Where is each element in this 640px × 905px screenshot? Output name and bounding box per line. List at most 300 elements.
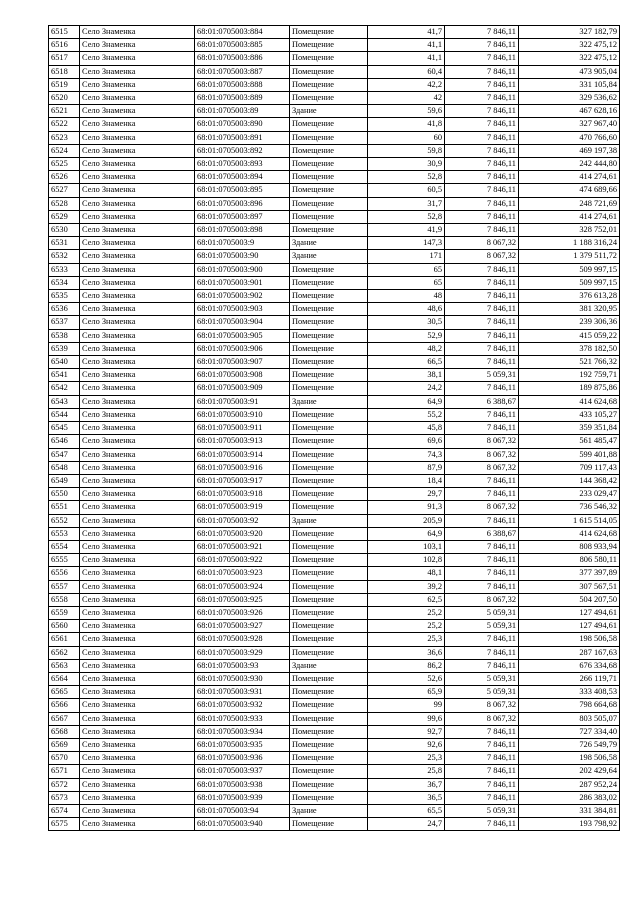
cadastral-number-cell: 68:01:0705003:884 (195, 26, 290, 39)
cadastral-value-cell: 1 379 511,72 (519, 250, 620, 263)
locality-cell: Село Знаменка (80, 778, 195, 791)
cadastral-number-cell: 68:01:0705003:913 (195, 435, 290, 448)
table-row (49, 752, 620, 765)
cadastral-number-cell: 68:01:0705003:933 (195, 712, 290, 725)
cadastral-value-cell: 127 494,61 (519, 606, 620, 619)
area-cell: 74,3 (368, 448, 445, 461)
object-type-cell: Помещение (290, 26, 368, 39)
object-type-cell: Помещение (290, 540, 368, 553)
object-type-cell: Помещение (290, 197, 368, 210)
area-cell: 25,3 (368, 752, 445, 765)
cadastral-value-cell: 287 167,63 (519, 646, 620, 659)
locality-cell: Село Знаменка (80, 606, 195, 619)
object-type-cell: Помещение (290, 448, 368, 461)
locality-cell: Село Знаменка (80, 158, 195, 171)
cadastral-number-cell: 68:01:0705003:885 (195, 39, 290, 52)
cadastral-value-cell: 727 334,40 (519, 725, 620, 738)
table-row (49, 580, 620, 593)
object-type-cell: Помещение (290, 712, 368, 725)
area-cell: 30,5 (368, 316, 445, 329)
area-cell: 60 (368, 131, 445, 144)
unit-value-cell: 7 846,11 (445, 382, 519, 395)
unit-value-cell: 7 846,11 (445, 752, 519, 765)
row-number-cell: 6538 (49, 329, 80, 342)
cadastral-number-cell: 68:01:0705003:910 (195, 408, 290, 421)
cadastral-value-cell: 561 485,47 (519, 435, 620, 448)
cadastral-value-cell: 414 274,61 (519, 171, 620, 184)
row-number-cell: 6530 (49, 224, 80, 237)
area-cell: 48 (368, 290, 445, 303)
table-row (49, 39, 620, 52)
area-cell: 36,6 (368, 646, 445, 659)
locality-cell: Село Знаменка (80, 501, 195, 514)
row-number-cell: 6556 (49, 567, 80, 580)
cadastral-number-cell: 68:01:0705003:936 (195, 752, 290, 765)
object-type-cell: Помещение (290, 488, 368, 501)
locality-cell: Село Знаменка (80, 237, 195, 250)
area-cell: 48,2 (368, 342, 445, 355)
cadastral-value-cell: 377 397,89 (519, 567, 620, 580)
cadastral-number-cell: 68:01:0705003:93 (195, 659, 290, 672)
cadastral-number-cell: 68:01:0705003:906 (195, 342, 290, 355)
unit-value-cell: 7 846,11 (445, 738, 519, 751)
cadastral-number-cell: 68:01:0705003:890 (195, 118, 290, 131)
table-row (49, 422, 620, 435)
cadastral-number-cell: 68:01:0705003:908 (195, 369, 290, 382)
locality-cell: Село Знаменка (80, 329, 195, 342)
cadastral-number-cell: 68:01:0705003:916 (195, 461, 290, 474)
locality-cell: Село Знаменка (80, 593, 195, 606)
unit-value-cell: 7 846,11 (445, 356, 519, 369)
locality-cell: Село Знаменка (80, 686, 195, 699)
cadastral-value-cell: 808 933,94 (519, 540, 620, 553)
row-number-cell: 6559 (49, 606, 80, 619)
row-number-cell: 6572 (49, 778, 80, 791)
area-cell: 39,2 (368, 580, 445, 593)
table-row (49, 818, 620, 831)
cadastral-value-cell: 329 536,62 (519, 92, 620, 105)
row-number-cell: 6546 (49, 435, 80, 448)
table-row (49, 620, 620, 633)
cadastral-value-cell: 1 615 514,05 (519, 514, 620, 527)
table-row (49, 65, 620, 78)
unit-value-cell: 7 846,11 (445, 422, 519, 435)
object-type-cell: Помещение (290, 382, 368, 395)
cadastral-value-cell: 376 613,28 (519, 290, 620, 303)
unit-value-cell: 7 846,11 (445, 39, 519, 52)
unit-value-cell: 8 067,32 (445, 501, 519, 514)
row-number-cell: 6520 (49, 92, 80, 105)
table-row (49, 672, 620, 685)
cadastral-number-cell: 68:01:0705003:894 (195, 171, 290, 184)
object-type-cell: Здание (290, 105, 368, 118)
cadastral-value-cell: 433 105,27 (519, 408, 620, 421)
unit-value-cell: 7 846,11 (445, 303, 519, 316)
unit-value-cell: 7 846,11 (445, 778, 519, 791)
object-type-cell: Помещение (290, 158, 368, 171)
row-number-cell: 6567 (49, 712, 80, 725)
locality-cell: Село Знаменка (80, 620, 195, 633)
area-cell: 65,9 (368, 686, 445, 699)
locality-cell: Село Знаменка (80, 712, 195, 725)
unit-value-cell: 7 846,11 (445, 78, 519, 91)
row-number-cell: 6535 (49, 290, 80, 303)
row-number-cell: 6574 (49, 804, 80, 817)
unit-value-cell: 7 846,11 (445, 92, 519, 105)
cadastral-number-cell: 68:01:0705003:888 (195, 78, 290, 91)
unit-value-cell: 7 846,11 (445, 342, 519, 355)
object-type-cell: Помещение (290, 567, 368, 580)
unit-value-cell: 7 846,11 (445, 263, 519, 276)
area-cell: 147,3 (368, 237, 445, 250)
cadastral-number-cell: 68:01:0705003:928 (195, 633, 290, 646)
object-type-cell: Помещение (290, 672, 368, 685)
unit-value-cell: 8 067,32 (445, 461, 519, 474)
locality-cell: Село Знаменка (80, 224, 195, 237)
area-cell: 66,5 (368, 356, 445, 369)
area-cell: 91,3 (368, 501, 445, 514)
cadastral-number-cell: 68:01:0705003:903 (195, 303, 290, 316)
row-number-cell: 6517 (49, 52, 80, 65)
cadastral-number-cell: 68:01:0705003:89 (195, 105, 290, 118)
unit-value-cell: 7 846,11 (445, 276, 519, 289)
locality-cell: Село Знаменка (80, 184, 195, 197)
unit-value-cell: 6 388,67 (445, 527, 519, 540)
unit-value-cell: 7 846,11 (445, 580, 519, 593)
area-cell: 42 (368, 92, 445, 105)
table-row (49, 329, 620, 342)
locality-cell: Село Знаменка (80, 474, 195, 487)
cadastral-value-cell: 266 119,71 (519, 672, 620, 685)
cadastral-number-cell: 68:01:0705003:901 (195, 276, 290, 289)
row-number-cell: 6564 (49, 672, 80, 685)
row-number-cell: 6543 (49, 395, 80, 408)
cadastral-number-cell: 68:01:0705003:923 (195, 567, 290, 580)
unit-value-cell: 7 846,11 (445, 791, 519, 804)
row-number-cell: 6534 (49, 276, 80, 289)
cadastral-number-cell: 68:01:0705003:919 (195, 501, 290, 514)
cadastral-value-cell: 509 997,15 (519, 276, 620, 289)
area-cell: 45,8 (368, 422, 445, 435)
cadastral-number-cell: 68:01:0705003:911 (195, 422, 290, 435)
area-cell: 41,1 (368, 39, 445, 52)
object-type-cell: Помещение (290, 765, 368, 778)
object-type-cell: Помещение (290, 778, 368, 791)
row-number-cell: 6547 (49, 448, 80, 461)
cadastral-number-cell: 68:01:0705003:922 (195, 554, 290, 567)
object-type-cell: Здание (290, 250, 368, 263)
row-number-cell: 6524 (49, 144, 80, 157)
table-row (49, 567, 620, 580)
cadastral-number-cell: 68:01:0705003:895 (195, 184, 290, 197)
table-row (49, 554, 620, 567)
cadastral-value-cell: 331 384,81 (519, 804, 620, 817)
object-type-cell: Помещение (290, 184, 368, 197)
area-cell: 102,8 (368, 554, 445, 567)
object-type-cell: Помещение (290, 620, 368, 633)
table-row (49, 593, 620, 606)
locality-cell: Село Знаменка (80, 171, 195, 184)
locality-cell: Село Знаменка (80, 646, 195, 659)
object-type-cell: Помещение (290, 738, 368, 751)
unit-value-cell: 7 846,11 (445, 765, 519, 778)
row-number-cell: 6549 (49, 474, 80, 487)
object-type-cell: Помещение (290, 369, 368, 382)
area-cell: 25,2 (368, 620, 445, 633)
locality-cell: Село Знаменка (80, 276, 195, 289)
table-row (49, 92, 620, 105)
cadastral-number-cell: 68:01:0705003:891 (195, 131, 290, 144)
unit-value-cell: 7 846,11 (445, 144, 519, 157)
cadastral-value-cell: 381 320,95 (519, 303, 620, 316)
row-number-cell: 6528 (49, 197, 80, 210)
area-cell: 52,8 (368, 171, 445, 184)
area-cell: 64,9 (368, 395, 445, 408)
unit-value-cell: 7 846,11 (445, 659, 519, 672)
cadastral-number-cell: 68:01:0705003:90 (195, 250, 290, 263)
area-cell: 29,7 (368, 488, 445, 501)
cadastral-number-cell: 68:01:0705003:938 (195, 778, 290, 791)
cadastral-value-cell: 414 624,68 (519, 527, 620, 540)
cadastral-value-cell: 414 274,61 (519, 210, 620, 223)
cadastral-value-cell: 322 475,12 (519, 52, 620, 65)
cadastral-number-cell: 68:01:0705003:930 (195, 672, 290, 685)
locality-cell: Село Знаменка (80, 356, 195, 369)
locality-cell: Село Знаменка (80, 791, 195, 804)
unit-value-cell: 8 067,32 (445, 712, 519, 725)
cadastral-number-cell: 68:01:0705003:931 (195, 686, 290, 699)
locality-cell: Село Знаменка (80, 105, 195, 118)
area-cell: 59,6 (368, 105, 445, 118)
table-row (49, 290, 620, 303)
locality-cell: Село Знаменка (80, 250, 195, 263)
area-cell: 48,6 (368, 303, 445, 316)
cadastral-value-cell: 198 506,58 (519, 633, 620, 646)
locality-cell: Село Знаменка (80, 263, 195, 276)
table-row (49, 369, 620, 382)
cadastral-value-cell: 474 689,66 (519, 184, 620, 197)
row-number-cell: 6561 (49, 633, 80, 646)
cadastral-value-cell: 286 383,02 (519, 791, 620, 804)
row-number-cell: 6570 (49, 752, 80, 765)
row-number-cell: 6533 (49, 263, 80, 276)
object-type-cell: Помещение (290, 52, 368, 65)
table-row (49, 778, 620, 791)
area-cell: 36,7 (368, 778, 445, 791)
unit-value-cell: 7 846,11 (445, 171, 519, 184)
locality-cell: Село Знаменка (80, 144, 195, 157)
cadastral-number-cell: 68:01:0705003:940 (195, 818, 290, 831)
object-type-cell: Помещение (290, 725, 368, 738)
unit-value-cell: 7 846,11 (445, 633, 519, 646)
cadastral-value-cell: 328 752,01 (519, 224, 620, 237)
table-row (49, 646, 620, 659)
cadastral-number-cell: 68:01:0705003:909 (195, 382, 290, 395)
table-row (49, 224, 620, 237)
object-type-cell: Помещение (290, 342, 368, 355)
unit-value-cell: 5 059,31 (445, 369, 519, 382)
row-number-cell: 6532 (49, 250, 80, 263)
cadastral-number-cell: 68:01:0705003:914 (195, 448, 290, 461)
cadastral-value-cell: 709 117,43 (519, 461, 620, 474)
row-number-cell: 6558 (49, 593, 80, 606)
cadastral-number-cell: 68:01:0705003:893 (195, 158, 290, 171)
unit-value-cell: 7 846,11 (445, 158, 519, 171)
area-cell: 59,8 (368, 144, 445, 157)
table-row (49, 488, 620, 501)
locality-cell: Село Знаменка (80, 488, 195, 501)
table-row (49, 52, 620, 65)
row-number-cell: 6565 (49, 686, 80, 699)
object-type-cell: Помещение (290, 461, 368, 474)
locality-cell: Село Знаменка (80, 659, 195, 672)
unit-value-cell: 7 846,11 (445, 210, 519, 223)
cadastral-value-cell: 599 401,88 (519, 448, 620, 461)
locality-cell: Село Знаменка (80, 210, 195, 223)
locality-cell: Село Знаменка (80, 422, 195, 435)
locality-cell: Село Знаменка (80, 131, 195, 144)
locality-cell: Село Знаменка (80, 39, 195, 52)
locality-cell: Село Знаменка (80, 699, 195, 712)
object-type-cell: Помещение (290, 408, 368, 421)
row-number-cell: 6536 (49, 303, 80, 316)
cadastral-number-cell: 68:01:0705003:886 (195, 52, 290, 65)
object-type-cell: Помещение (290, 224, 368, 237)
row-number-cell: 6550 (49, 488, 80, 501)
cadastral-number-cell: 68:01:0705003:927 (195, 620, 290, 633)
cadastral-number-cell: 68:01:0705003:926 (195, 606, 290, 619)
cadastral-value-cell: 415 059,22 (519, 329, 620, 342)
cadastral-value-cell: 676 334,68 (519, 659, 620, 672)
cadastral-number-cell: 68:01:0705003:917 (195, 474, 290, 487)
locality-cell: Село Знаменка (80, 316, 195, 329)
locality-cell: Село Знаменка (80, 92, 195, 105)
unit-value-cell: 7 846,11 (445, 65, 519, 78)
row-number-cell: 6523 (49, 131, 80, 144)
cadastral-value-cell: 798 664,68 (519, 699, 620, 712)
area-cell: 55,2 (368, 408, 445, 421)
locality-cell: Село Знаменка (80, 78, 195, 91)
area-cell: 36,5 (368, 791, 445, 804)
area-cell: 99 (368, 699, 445, 712)
object-type-cell: Здание (290, 395, 368, 408)
cadastral-value-cell: 378 182,50 (519, 342, 620, 355)
cadastral-value-cell: 239 306,36 (519, 316, 620, 329)
area-cell: 25,8 (368, 765, 445, 778)
table-row (49, 461, 620, 474)
area-cell: 31,7 (368, 197, 445, 210)
cadastral-number-cell: 68:01:0705003:918 (195, 488, 290, 501)
object-type-cell: Здание (290, 514, 368, 527)
object-type-cell: Помещение (290, 593, 368, 606)
unit-value-cell: 7 846,11 (445, 646, 519, 659)
locality-cell: Село Знаменка (80, 738, 195, 751)
locality-cell: Село Знаменка (80, 554, 195, 567)
object-type-cell: Помещение (290, 316, 368, 329)
object-type-cell: Помещение (290, 329, 368, 342)
row-number-cell: 6554 (49, 540, 80, 553)
object-type-cell: Здание (290, 237, 368, 250)
object-type-cell: Помещение (290, 606, 368, 619)
locality-cell: Село Знаменка (80, 725, 195, 738)
object-type-cell: Помещение (290, 290, 368, 303)
object-type-cell: Помещение (290, 699, 368, 712)
unit-value-cell: 7 846,11 (445, 474, 519, 487)
row-number-cell: 6518 (49, 65, 80, 78)
table-row (49, 712, 620, 725)
table-row (49, 699, 620, 712)
object-type-cell: Помещение (290, 554, 368, 567)
locality-cell: Село Знаменка (80, 369, 195, 382)
area-cell: 103,1 (368, 540, 445, 553)
cadastral-number-cell: 68:01:0705003:887 (195, 65, 290, 78)
area-cell: 92,6 (368, 738, 445, 751)
cadastral-value-cell: 233 029,47 (519, 488, 620, 501)
object-type-cell: Помещение (290, 356, 368, 369)
object-type-cell: Помещение (290, 144, 368, 157)
cadastral-value-cell: 144 368,42 (519, 474, 620, 487)
unit-value-cell: 7 846,11 (445, 105, 519, 118)
table-row (49, 26, 620, 39)
row-number-cell: 6541 (49, 369, 80, 382)
locality-cell: Село Знаменка (80, 461, 195, 474)
unit-value-cell: 8 067,32 (445, 593, 519, 606)
table-row (49, 540, 620, 553)
locality-cell: Село Знаменка (80, 395, 195, 408)
locality-cell: Село Знаменка (80, 527, 195, 540)
object-type-cell: Помещение (290, 171, 368, 184)
table-row (49, 105, 620, 118)
locality-cell: Село Знаменка (80, 197, 195, 210)
row-number-cell: 6544 (49, 408, 80, 421)
locality-cell: Село Знаменка (80, 804, 195, 817)
cadastral-value-cell: 359 351,84 (519, 422, 620, 435)
cadastral-value-cell: 509 997,15 (519, 263, 620, 276)
cadastral-number-cell: 68:01:0705003:897 (195, 210, 290, 223)
area-cell: 92,7 (368, 725, 445, 738)
row-number-cell: 6575 (49, 818, 80, 831)
table-row (49, 738, 620, 751)
area-cell: 52,6 (368, 672, 445, 685)
unit-value-cell: 8 067,32 (445, 250, 519, 263)
locality-cell: Село Знаменка (80, 818, 195, 831)
area-cell: 52,8 (368, 210, 445, 223)
locality-cell: Село Знаменка (80, 765, 195, 778)
row-number-cell: 6515 (49, 26, 80, 39)
object-type-cell: Помещение (290, 646, 368, 659)
row-number-cell: 6560 (49, 620, 80, 633)
table-row (49, 395, 620, 408)
locality-cell: Село Знаменка (80, 52, 195, 65)
area-cell: 25,3 (368, 633, 445, 646)
table-row (49, 606, 620, 619)
row-number-cell: 6526 (49, 171, 80, 184)
area-cell: 87,9 (368, 461, 445, 474)
locality-cell: Село Знаменка (80, 65, 195, 78)
cadastral-value-cell: 333 408,53 (519, 686, 620, 699)
table-row (49, 131, 620, 144)
area-cell: 38,1 (368, 369, 445, 382)
cadastral-number-cell: 68:01:0705003:900 (195, 263, 290, 276)
cadastral-value-cell: 192 759,71 (519, 369, 620, 382)
unit-value-cell: 6 388,67 (445, 395, 519, 408)
cadastral-value-cell: 307 567,51 (519, 580, 620, 593)
row-number-cell: 6555 (49, 554, 80, 567)
cadastral-value-cell: 202 429,64 (519, 765, 620, 778)
object-type-cell: Помещение (290, 65, 368, 78)
area-cell: 69,6 (368, 435, 445, 448)
locality-cell: Село Знаменка (80, 567, 195, 580)
